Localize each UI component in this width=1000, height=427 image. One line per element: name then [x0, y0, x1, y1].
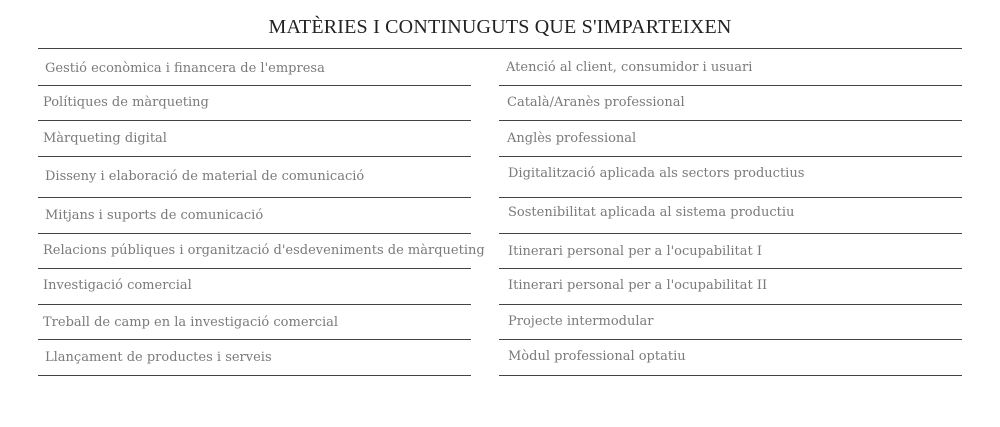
subject-label: Gestió econòmica i financera de l'empresa	[45, 61, 325, 76]
left-subject-list	[38, 50, 485, 376]
subject-label: Català/Aranès professional	[507, 95, 685, 110]
list-item	[38, 305, 471, 340]
subject-label: Atenció al client, consumidor i usuari	[506, 60, 753, 75]
list-item	[499, 198, 962, 234]
title-divider	[38, 48, 962, 49]
subject-label: Relacions públiques i organització d'esdeveniments de màrqueting	[43, 243, 485, 258]
list-item	[38, 340, 471, 376]
list-item	[499, 269, 962, 305]
subject-label: Polítiques de màrqueting	[43, 95, 209, 110]
subject-label: Itinerari personal per a l'ocupabilitat II	[508, 278, 768, 293]
subject-label: Itinerari personal per a l'ocupabilitat I	[508, 244, 762, 259]
list-item	[499, 121, 962, 157]
subject-label: Llançament de productes i serveis	[45, 350, 272, 365]
list-item	[38, 157, 471, 198]
subject-label: Mitjans i suports de comunicació	[45, 208, 264, 223]
list-item	[38, 121, 471, 157]
subject-label: Projecte intermodular	[508, 314, 654, 329]
subject-label: Disseny i elaboració de material de comunicació	[45, 169, 365, 184]
subject-label: Digitalització aplicada als sectors productius	[508, 166, 805, 181]
right-subject-list	[499, 50, 962, 376]
list-item	[38, 50, 471, 86]
subject-label: Investigació comercial	[43, 278, 192, 293]
list-item	[499, 234, 962, 269]
subject-label: Màrqueting digital	[43, 131, 167, 146]
page-title: MATÈRIES I CONTINUGUTS QUE S'IMPARTEIXEN	[268, 16, 732, 38]
subject-label: Mòdul professional optatiu	[508, 349, 686, 364]
list-item	[38, 269, 471, 305]
subject-label: Treball de camp en la investigació comercial	[43, 315, 339, 330]
list-item	[38, 234, 485, 269]
list-item	[38, 86, 471, 121]
subject-label: Anglès professional	[507, 131, 637, 146]
list-item	[499, 86, 962, 121]
list-item	[38, 198, 471, 234]
list-item	[499, 340, 962, 376]
list-item	[499, 305, 962, 340]
subject-label: Sostenibilitat aplicada al sistema productiu	[508, 205, 795, 220]
list-item	[499, 157, 962, 198]
list-item	[499, 50, 962, 86]
